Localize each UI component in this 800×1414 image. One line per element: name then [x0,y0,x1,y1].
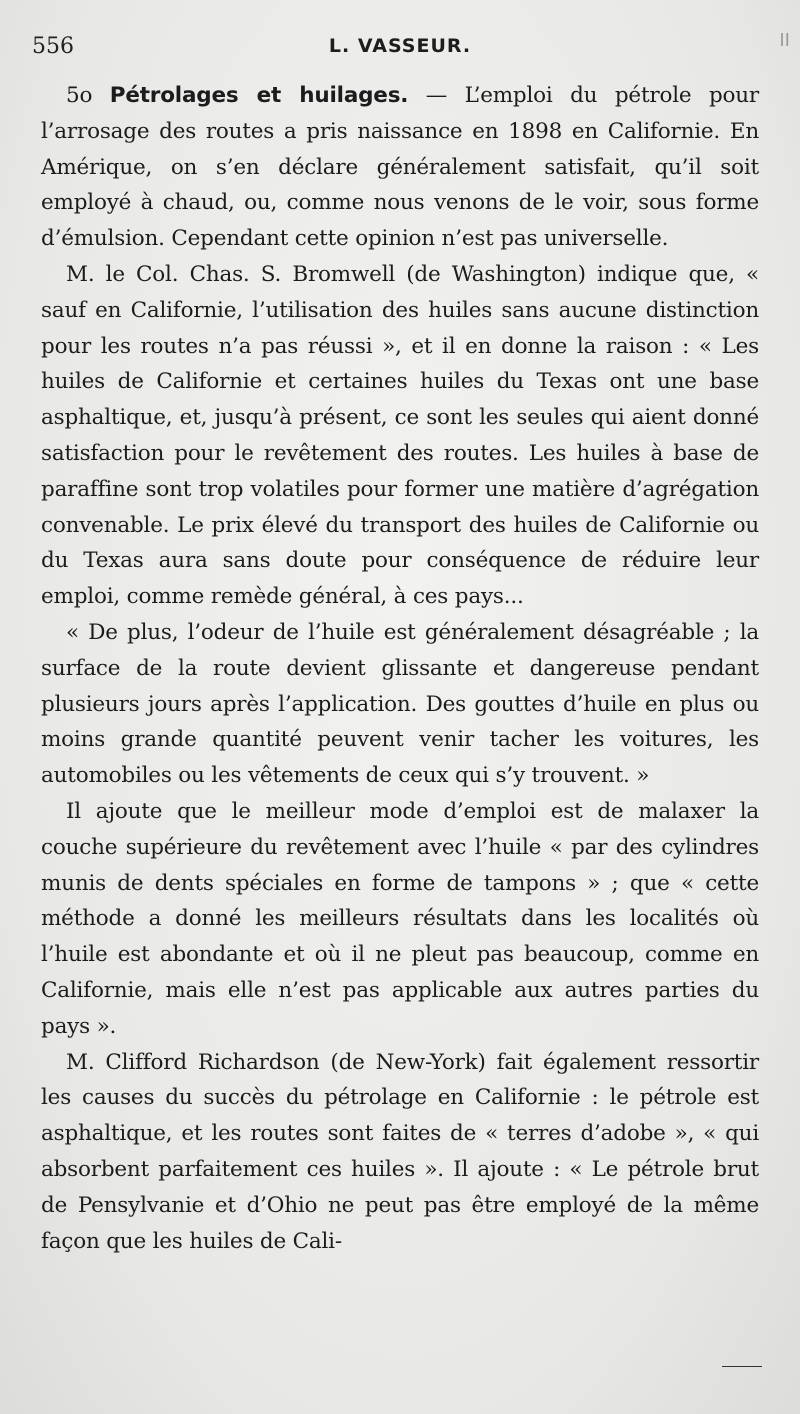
body-text [41,78,759,1259]
paragraph-1-text: — L’emploi du pétrole pour l’arrosage des routes a pris naissance en 1898 en Californie. En Amérique, on s’en déclare généralement satisfait, qu’il soit employé à chaud, ou, comme nous venons de le voir, sous forme d’émulsion. Cependant cette opinion n’est pas universelle. [41,83,759,252]
corner-mark: II [779,30,790,51]
page-header [0,28,800,68]
section-number: 5o [66,83,93,108]
paragraph-1 [41,78,759,257]
page-number: 556 [32,34,74,59]
bottom-rule [722,1366,762,1367]
running-title: L. VASSEUR. [328,35,472,57]
paragraph-5: M. Clifford Richardson (de New-York) fait également ressortir les causes du succès du pétrolage en Californie : le pétrole est asphaltique, et les routes sont faites de « terres d’adobe », « qui absorbent parfaitement ces huiles ». Il ajoute : « Le pétrole brut de Pensylvanie et d’Ohio ne peut pas être employé de la même façon que les huiles de Cali- [41,1049,759,1254]
section-title: Pétrolages et huilages. [109,83,409,108]
paragraph-3: « De plus, l’odeur de l’huile est généralement désagréable ; la surface de la route devient glissante et dangereuse pendant plusieurs jours après l’application. Des gouttes d’huile en plus ou moins grande quantité peuvent venir tacher les voitures, les automobiles ou les vêtements de ceux qui s’y trouvent. » [41,619,759,789]
paragraph-4: Il ajoute que le meilleur mode d’emploi est de malaxer la couche supérieure du revêtement avec l’huile « par des cylindres munis de dents spéciales en forme de tampons » ; que « cette méthode a donné les meilleurs résultats dans les localités où l’huile est abondante et où il ne pleut pas beaucoup, comme en Californie, mais elle n’est pas applicable aux autres parties du pays ». [41,798,759,1039]
paragraph-2: M. le Col. Chas. S. Bromwell (de Washington) indique que, « sauf en Californie, l’utilisation des huiles sans aucune distinction pour les routes n’a pas réussi », et il en donne la raison : « Les huiles de Californie et certaines huiles du Texas ont une base asphaltique, et, jusqu’à présent, ce sont les seules qui aient donné satisfaction pour le revêtement des routes. Les huiles à base de paraffine sont trop volatiles pour former une matière d’agrégation convenable. Le prix élevé du transport des huiles de Californie ou du Texas aura sans doute pour conséquence de réduire leur emploi, comme remède général, à ces pays... [41,261,759,610]
